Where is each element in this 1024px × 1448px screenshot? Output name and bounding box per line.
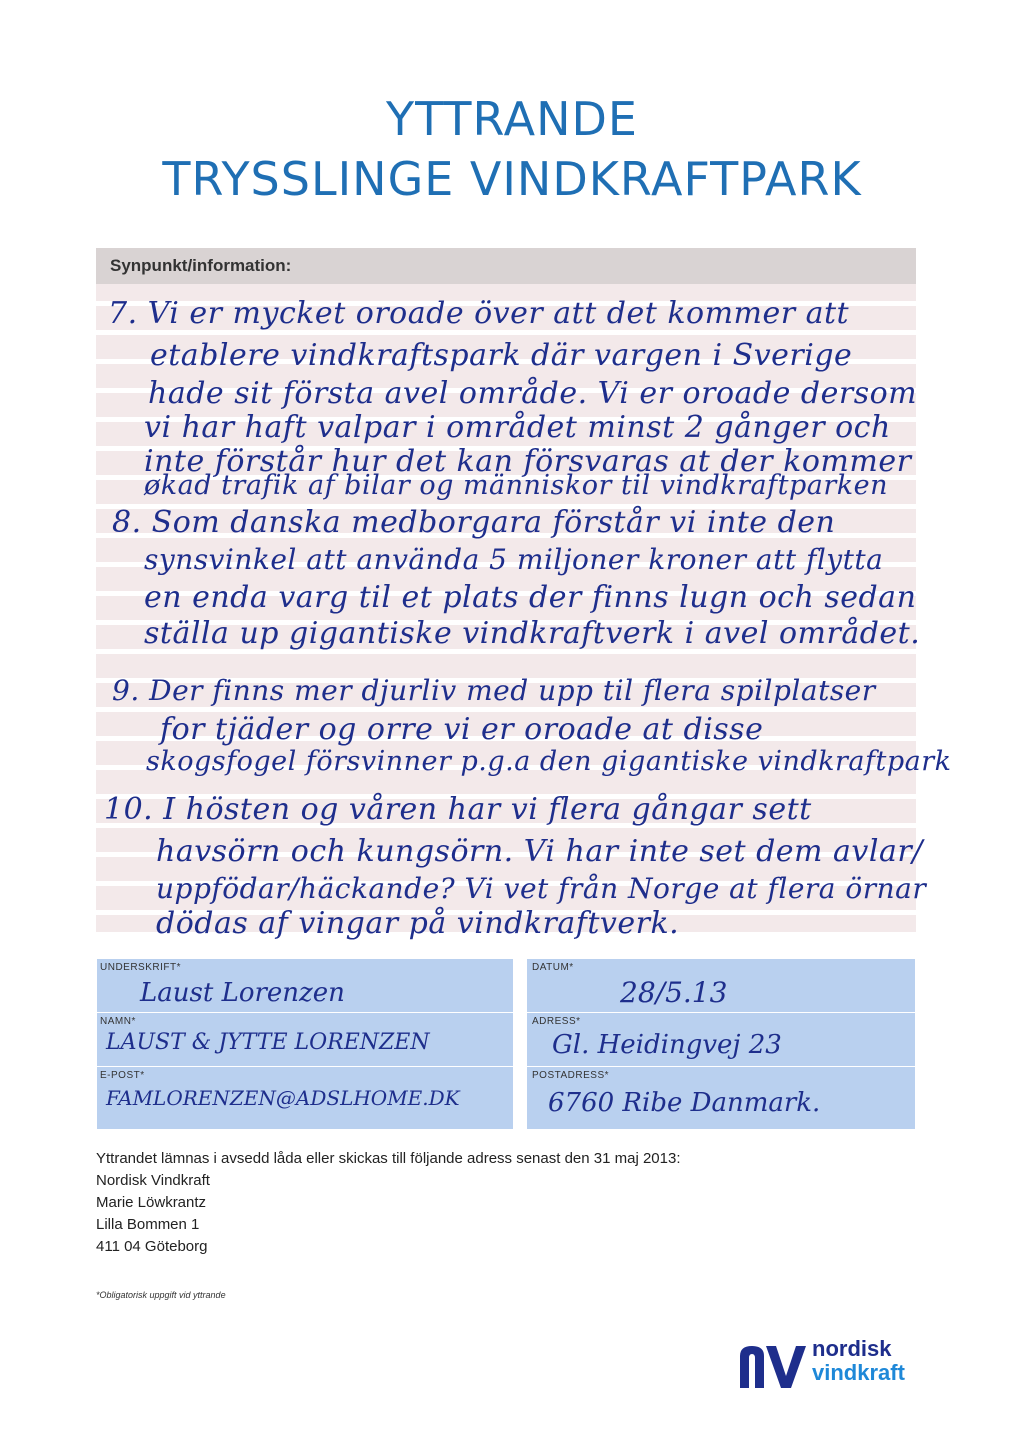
name-value: LAUST & JYTTE LORENZEN	[106, 1030, 430, 1055]
postal-address-label: POSTADRESS*	[532, 1070, 609, 1081]
handwritten-line: dödas af vingar på vindkraftverk.	[156, 906, 680, 941]
handwritten-line: 7. Vi er mycket oroade över att det kommer att	[108, 296, 850, 331]
footer-instruction: Yttrandet lämnas i avsedd låda eller skickas till följande adress senast den 31 maj 2013:	[96, 1150, 681, 1167]
information-label: Synpunkt/information:	[110, 256, 292, 275]
footer-address-line: Lilla Bommen 1	[96, 1216, 200, 1233]
title-line-1: YTTRANDE	[386, 92, 638, 146]
footer-address-line: Marie Löwkrantz	[96, 1194, 207, 1211]
postal-address-value: 6760 Ribe Danmark.	[548, 1088, 821, 1118]
signature-label: UNDERSKRIFT*	[100, 962, 182, 973]
signature-value: Laust Lorenzen	[140, 978, 345, 1008]
nordisk-vindkraft-logo-icon	[736, 1342, 806, 1392]
date-label: DATUM*	[532, 962, 574, 973]
mandatory-note: *Obligatorisk uppgift vid yttrande	[96, 1290, 226, 1300]
address-value: Gl. Heidingvej 23	[552, 1030, 782, 1060]
handwritten-line: for tjäder og orre vi er oroade at disse	[160, 712, 764, 747]
title-line-2: TRYSSLINGE VINDKRAFTPARK	[162, 152, 862, 206]
handwritten-line: 10. I hösten og våren har vi flera gångar sett	[104, 792, 812, 827]
handwritten-line: skogsfogel försvinner p.g.a den gigantiske vindkraftpark	[146, 746, 952, 777]
name-label: NAMN*	[100, 1016, 136, 1027]
handwritten-line: hade sit första avel område. Vi er oroade dersom	[148, 376, 918, 411]
handwritten-line: ställa up gigantiske vindkraftverk i avel området.	[144, 616, 921, 651]
email-label: E-POST*	[100, 1070, 145, 1081]
logo-word-nordisk: nordisk	[812, 1336, 892, 1361]
handwritten-line: 9. Der finns mer djurliv med upp til flera spilplatser	[112, 674, 876, 707]
handwritten-line: etablere vindkraftspark där vargen i Sverige	[150, 338, 853, 373]
handwritten-line: 8. Som danska medborgara förstår vi inte den	[112, 505, 836, 540]
email-value: FAMLORENZEN@ADSLHOME.DK	[106, 1086, 460, 1110]
handwritten-line: vi har haft valpar i området minst 2 gånger och	[144, 410, 891, 445]
handwritten-line: økad trafik af bilar og människor til vindkraftparken	[144, 470, 889, 501]
handwritten-line: synsvinkel att använda 5 miljoner kroner att flytta	[144, 543, 884, 576]
footer-address-line: Nordisk Vindkraft	[96, 1172, 210, 1189]
date-value: 28/5.13	[620, 976, 728, 1009]
handwritten-line: havsörn och kungsörn. Vi har inte set dem avlar/	[156, 834, 923, 869]
handwritten-line: inte förstår hur det kan försvaras at der kommer	[144, 444, 912, 479]
handwritten-line: en enda varg til et plats der finns lugn och sedan	[144, 580, 917, 615]
address-label: ADRESS*	[532, 1016, 581, 1027]
logo-word-vindkraft: vindkraft	[812, 1360, 905, 1385]
footer-address-line: 411 04 Göteborg	[96, 1238, 208, 1255]
handwritten-line: uppfödar/häckande? Vi vet från Norge at flera örnar	[156, 872, 927, 905]
